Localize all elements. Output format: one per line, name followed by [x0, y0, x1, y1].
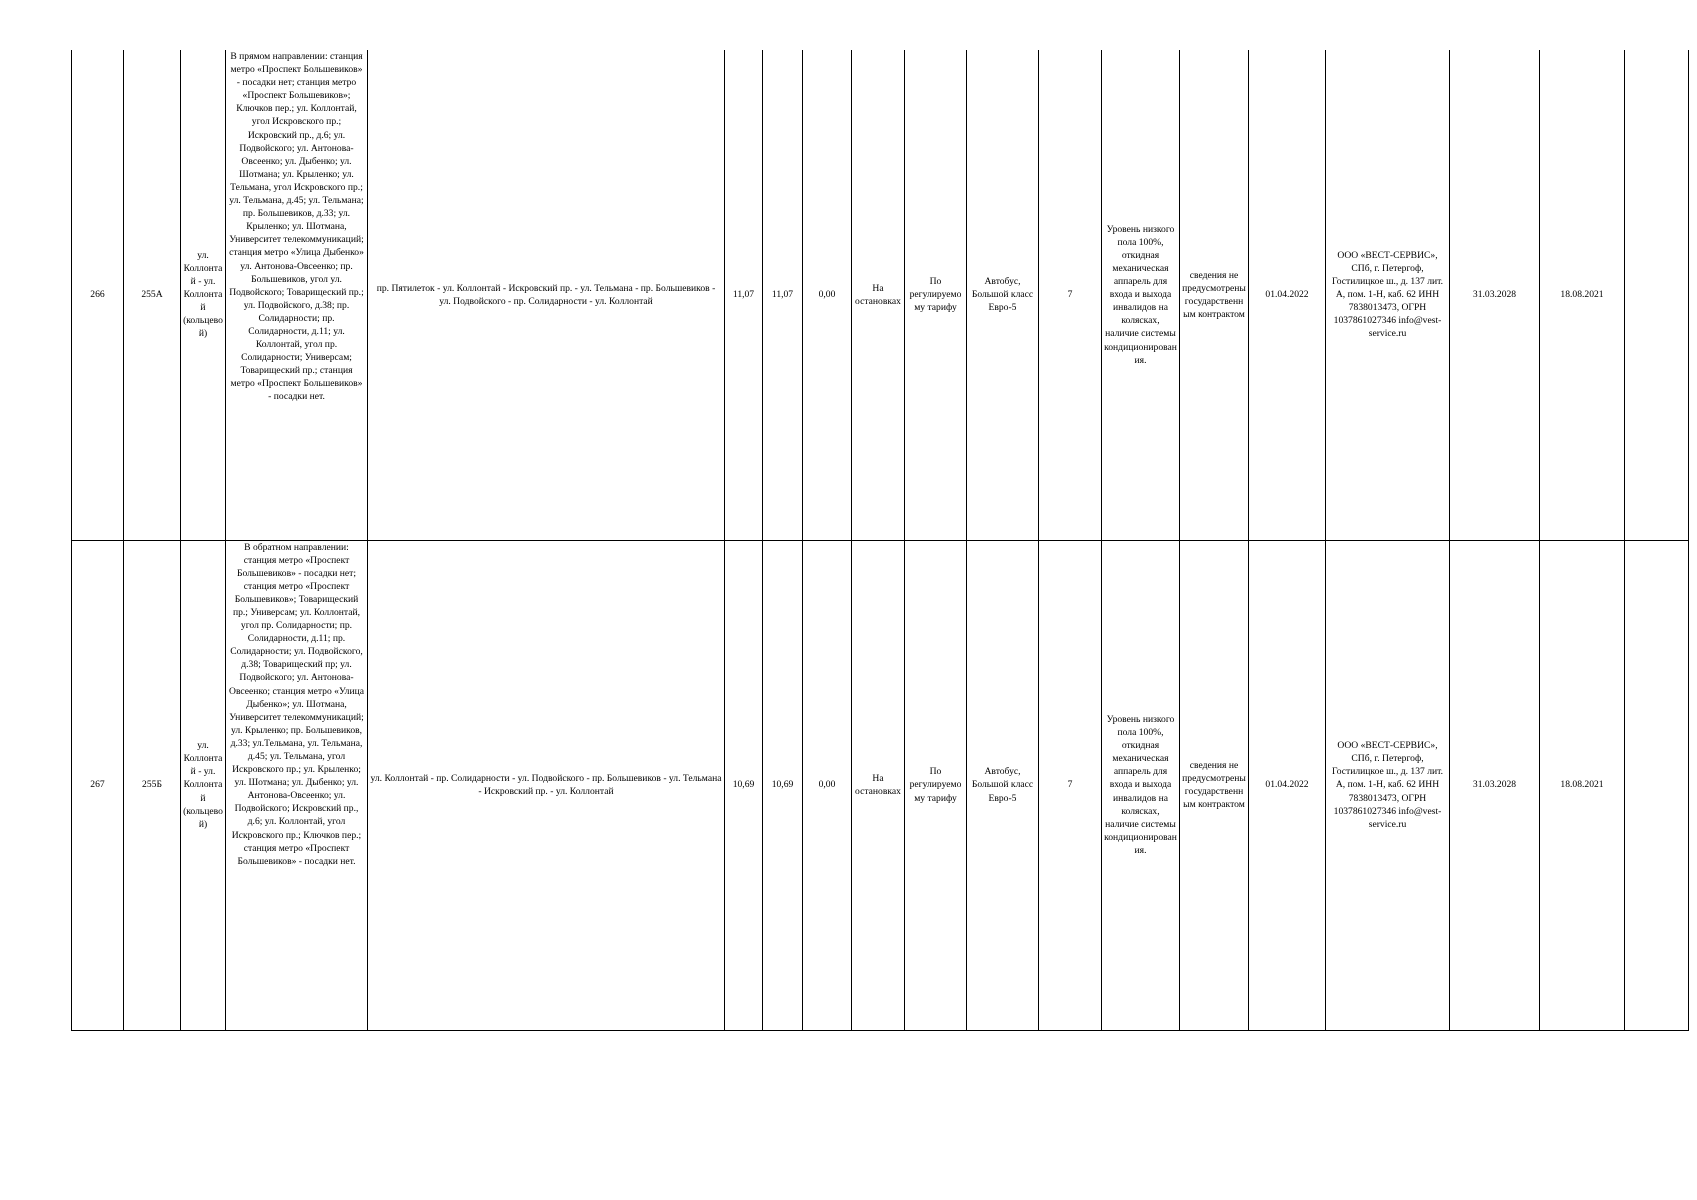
route-path: пр. Пятилеток - ул. Коллонтай - Искровский пр. - ул. Тельмана - пр. Большевиков - ул. Подвойского - пр. Солидарности - ул. Коллонтай [368, 50, 725, 540]
registration-date: 18.08.2021 [1540, 540, 1625, 1030]
vehicle-type: Автобус, Большой класс Евро-5 [967, 50, 1039, 540]
extra-cell [1625, 50, 1689, 540]
start-date: 01.04.2022 [1249, 50, 1326, 540]
route-stops: В обратном направлении: станция метро «Проспект Большевиков» - посадки нет; станция метро «Проспект Большевиков»; Товарищеский пр.; Универсам; ул. Коллонтай, угол пр. Солидарности; пр. Солидарности, д.11; пр. Солидарности; ул. Подвойского, д.38; Товарищеский пр; ул. Подвойского; ул. Антонова-Овсеенко; станция метро «Улица Дыбенко»; ул. Шотмана, Университет телекоммуникаций; ул. Крыленко; пр. Большевиков, д.33; ул.Тельмана, ул. Тельмана, д.45; ул. Тельмана, угол Искровского пр.; ул. Крыленко; ул. Шотмана; ул. Дыбенко; ул. Антонова-Овсеенко; ул. Подвойского; Искровский пр., д.6; ул. Коллонтай, угол Искровского пр.; Ключков пер.; станция метро «Проспект Большевиков» - посадки нет. [226, 540, 368, 1030]
stop-mode: На остановках [852, 50, 905, 540]
tariff-type: По регулируемому тарифу [905, 540, 967, 1030]
vehicle-type: Автобус, Большой класс Евро-5 [967, 540, 1039, 1030]
stop-mode: На остановках [852, 540, 905, 1030]
length-back: 10,69 [763, 540, 803, 1030]
vehicle-count: 7 [1039, 50, 1102, 540]
row-number: 267 [72, 540, 124, 1030]
contract-info: сведения не предусмотрены государственным контрактом [1180, 540, 1249, 1030]
table-row [72, 50, 1689, 540]
zero-value: 0,00 [803, 50, 852, 540]
table-row [72, 540, 1689, 1030]
route-name: ул. Коллонтай - ул. Коллонтай (кольцевой) [181, 50, 226, 540]
length-forward: 11,07 [725, 50, 763, 540]
tariff-type: По регулируемому тарифу [905, 50, 967, 540]
route-path: ул. Коллонтай - пр. Солидарности - ул. Подвойского - пр. Большевиков - ул. Тельмана - Искровский пр. - ул. Коллонтай [368, 540, 725, 1030]
route-number: 255А [124, 50, 181, 540]
route-name: ул. Коллонтай - ул. Коллонтай (кольцевой) [181, 540, 226, 1030]
zero-value: 0,00 [803, 540, 852, 1030]
length-back: 11,07 [763, 50, 803, 540]
vehicle-features: Уровень низкого пола 100%, откидная механическая аппарель для входа и выхода инвалидов на колясках, наличие системы кондиционирования. [1102, 50, 1180, 540]
route-stops: В прямом направлении: станция метро «Проспект Большевиков» - посадки нет; станция метро «Проспект Большевиков»; Ключков пер.; ул. Коллонтай, угол Искровского пр.; Искровский пр., д.6; ул. Подвойского; ул. Антонова-Овсеенко; ул. Дыбенко; ул. Шотмана; ул. Крыленко; ул. Тельмана, угол Искровского пр.; ул. Тельмана, д.45; ул. Тельмана; пр. Большевиков, д.33; ул. Крыленко; ул. Шотмана, Университет телекоммуникаций; станция метро «Улица Дыбенко» ул. Антонова-Овсеенко; пр. Большевиков, угол ул. Подвойского; Товарищеский пр.; ул. Подвойского, д.38; пр. Солидарности; пр. Солидарности, д.11; ул. Коллонтай, угол пр. Солидарности; Универсам; Товарищеский пр.; станция метро «Проспект Большевиков» - посадки нет. [226, 50, 368, 540]
contract-info: сведения не предусмотрены государственным контрактом [1180, 50, 1249, 540]
carrier-info: ООО «ВЕСТ-СЕРВИС», СПб, г. Петергоф, Гостилицкое ш., д. 137 лит. А, пом. 1-Н, каб. 62 ИНН 7838013473, ОГРН 1037861027346 info@vest-service.ru [1326, 540, 1450, 1030]
vehicle-features: Уровень низкого пола 100%, откидная механическая аппарель для входа и выхода инвалидов на колясках, наличие системы кондиционирования. [1102, 540, 1180, 1030]
end-date: 31.03.2028 [1450, 50, 1540, 540]
extra-cell [1625, 540, 1689, 1030]
vehicle-count: 7 [1039, 540, 1102, 1030]
route-number: 255Б [124, 540, 181, 1030]
end-date: 31.03.2028 [1450, 540, 1540, 1030]
length-forward: 10,69 [725, 540, 763, 1030]
routes-table [71, 50, 1689, 1031]
registration-date: 18.08.2021 [1540, 50, 1625, 540]
row-number: 266 [72, 50, 124, 540]
carrier-info: ООО «ВЕСТ-СЕРВИС», СПб, г. Петергоф, Гостилицкое ш., д. 137 лит. А, пом. 1-Н, каб. 62 ИНН 7838013473, ОГРН 1037861027346 info@vest-service.ru [1326, 50, 1450, 540]
start-date: 01.04.2022 [1249, 540, 1326, 1030]
